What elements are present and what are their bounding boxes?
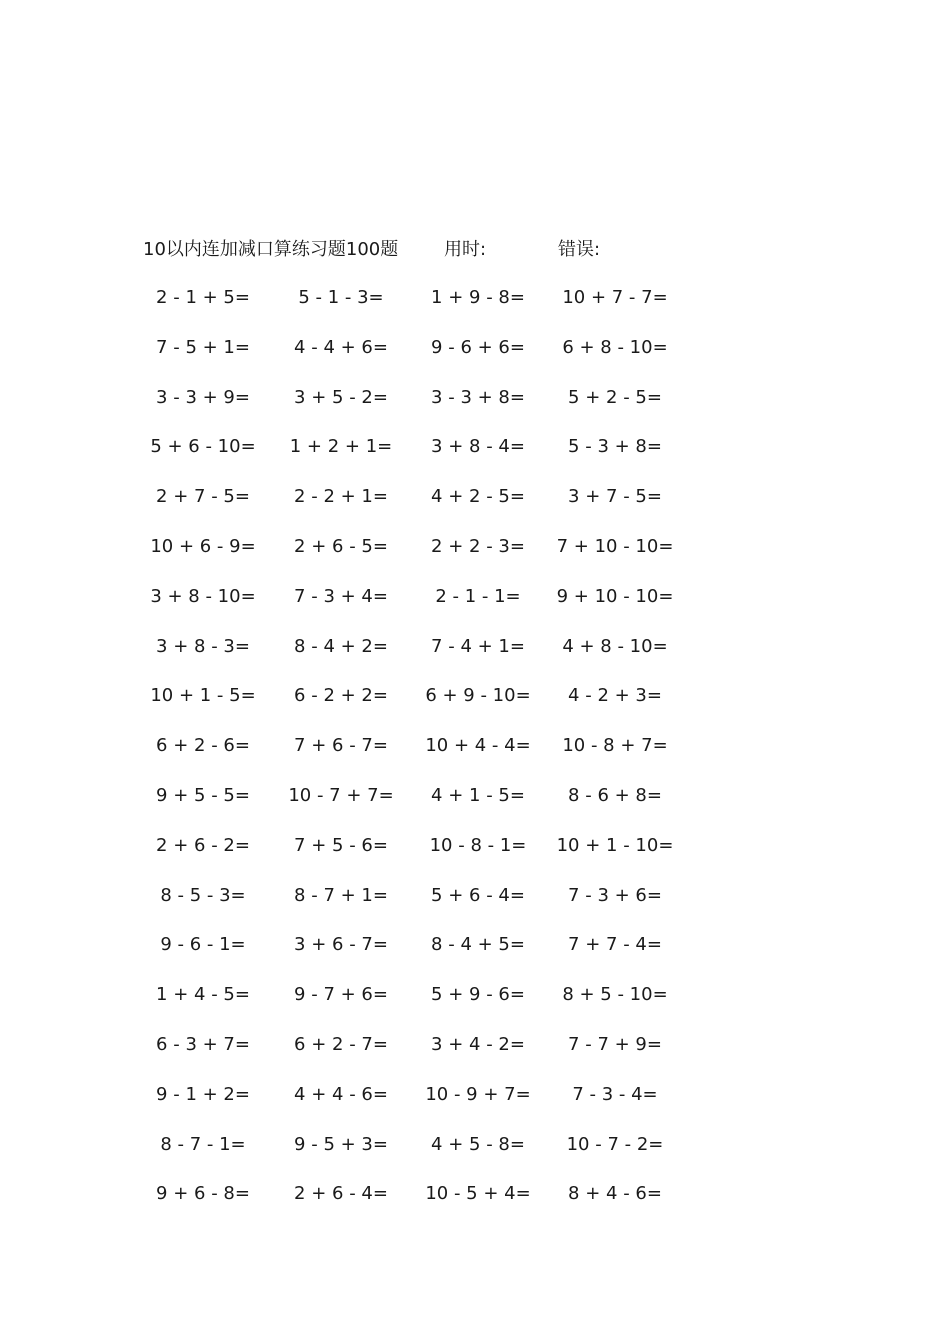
- problem-item: 8 + 5 - 10=: [562, 984, 668, 1006]
- problem-row: [130, 983, 690, 1033]
- problem-item: 8 - 5 - 3=: [160, 884, 246, 906]
- problem-item: 6 + 9 - 10=: [425, 685, 531, 707]
- problem-row: [130, 834, 690, 884]
- problem-item: 2 + 6 - 5=: [294, 535, 388, 557]
- problem-item: 2 - 2 + 1=: [294, 486, 388, 508]
- problem-item: 5 + 6 - 4=: [431, 884, 525, 906]
- problem-item: 8 - 7 + 1=: [294, 884, 388, 906]
- problem-item: 7 - 5 + 1=: [156, 336, 250, 358]
- problem-item: 10 + 7 - 7=: [562, 287, 668, 308]
- problem-item: 10 + 4 - 4=: [425, 735, 531, 757]
- problem-item: 9 - 6 + 6=: [431, 336, 525, 358]
- problem-item: 2 - 1 + 5=: [156, 287, 250, 308]
- problem-item: 2 + 7 - 5=: [156, 486, 250, 508]
- time-label: 用时:: [444, 239, 487, 260]
- problem-item: 4 - 2 + 3=: [568, 685, 662, 707]
- problem-item: 7 - 3 + 4=: [294, 585, 388, 607]
- problem-item: 8 - 6 + 8=: [568, 784, 662, 806]
- problem-item: 5 - 1 - 3=: [298, 287, 384, 308]
- problem-item: 3 - 3 + 9=: [156, 386, 250, 408]
- problem-item: 10 - 7 - 2=: [566, 1133, 664, 1155]
- worksheet-title: 10以内连加减口算练习题100题: [143, 239, 399, 260]
- problem-row: [130, 1133, 690, 1183]
- problem-row: [130, 635, 690, 685]
- problem-item: 5 + 6 - 10=: [150, 436, 256, 458]
- problem-item: 8 + 4 - 6=: [568, 1183, 662, 1205]
- problem-row: [130, 1182, 690, 1232]
- problem-item: 10 - 7 + 7=: [288, 784, 394, 806]
- problem-item: 1 + 9 - 8=: [431, 287, 525, 308]
- problem-item: 5 - 3 + 8=: [568, 436, 662, 458]
- problem-grid: [130, 286, 690, 1232]
- problem-item: 6 + 8 - 10=: [562, 336, 668, 358]
- problem-item: 10 - 5 + 4=: [425, 1183, 531, 1205]
- problem-row: [130, 784, 690, 834]
- problem-item: 7 - 3 + 6=: [568, 884, 662, 906]
- problem-item: 3 - 3 + 8=: [431, 386, 525, 408]
- problem-item: 7 + 5 - 6=: [294, 834, 388, 856]
- problem-item: 9 + 6 - 8=: [156, 1183, 250, 1205]
- problem-item: 10 - 8 - 1=: [429, 834, 527, 856]
- problem-row: [130, 485, 690, 535]
- problem-item: 7 - 7 + 9=: [568, 1033, 662, 1055]
- problem-item: 4 + 1 - 5=: [431, 784, 525, 806]
- problem-item: 4 + 2 - 5=: [431, 486, 525, 508]
- problem-item: 9 - 6 - 1=: [160, 934, 246, 956]
- problem-item: 2 + 6 - 2=: [156, 834, 250, 856]
- problem-item: 4 + 8 - 10=: [562, 635, 668, 657]
- problem-item: 7 + 10 - 10=: [556, 535, 674, 557]
- problem-item: 3 + 8 - 3=: [156, 635, 250, 657]
- problem-item: 10 + 1 - 5=: [150, 685, 256, 707]
- problem-item: 3 + 8 - 10=: [150, 585, 256, 607]
- problem-item: 10 + 1 - 10=: [556, 834, 674, 856]
- problem-item: 8 - 4 + 5=: [431, 934, 525, 956]
- problem-item: 8 - 4 + 2=: [294, 635, 388, 657]
- problem-item: 6 - 3 + 7=: [156, 1033, 250, 1055]
- problem-row: [130, 386, 690, 436]
- problem-row: [130, 734, 690, 784]
- problem-item: 8 - 7 - 1=: [160, 1133, 246, 1155]
- problem-row: [130, 336, 690, 386]
- problem-row: [130, 535, 690, 585]
- problem-row: [130, 286, 690, 336]
- error-label: 错误:: [558, 239, 601, 260]
- problem-row: [130, 884, 690, 934]
- problem-row: [130, 933, 690, 983]
- problem-item: 5 + 9 - 6=: [431, 984, 525, 1006]
- problem-item: 7 + 6 - 7=: [294, 735, 388, 757]
- problem-item: 10 - 9 + 7=: [425, 1083, 531, 1105]
- problem-item: 9 - 1 + 2=: [156, 1083, 250, 1105]
- problem-item: 1 + 4 - 5=: [156, 984, 250, 1006]
- problem-item: 9 - 7 + 6=: [294, 984, 388, 1006]
- problem-item: 2 + 6 - 4=: [294, 1183, 388, 1205]
- problem-item: 9 + 10 - 10=: [556, 585, 674, 607]
- problem-item: 7 + 7 - 4=: [568, 934, 662, 956]
- problem-item: 9 + 5 - 5=: [156, 784, 250, 806]
- problem-item: 10 - 8 + 7=: [562, 735, 668, 757]
- problem-item: 4 + 4 - 6=: [294, 1083, 388, 1105]
- problem-item: 4 - 4 + 6=: [294, 336, 388, 358]
- problem-item: 2 - 1 - 1=: [435, 585, 521, 607]
- problem-item: 4 + 5 - 8=: [431, 1133, 525, 1155]
- problem-item: 3 + 4 - 2=: [431, 1033, 525, 1055]
- problem-item: 10 + 6 - 9=: [150, 535, 256, 557]
- problem-row: [130, 1083, 690, 1133]
- problem-item: 7 - 3 - 4=: [572, 1083, 658, 1105]
- problem-item: 6 - 2 + 2=: [294, 685, 388, 707]
- problem-item: 1 + 2 + 1=: [289, 436, 393, 458]
- problem-item: 6 + 2 - 6=: [156, 735, 250, 757]
- problem-item: 7 - 4 + 1=: [431, 635, 525, 657]
- problem-item: 3 + 7 - 5=: [568, 486, 662, 508]
- problem-item: 9 - 5 + 3=: [294, 1133, 388, 1155]
- problem-item: 3 + 8 - 4=: [431, 436, 525, 458]
- problem-row: [130, 435, 690, 485]
- problem-item: 3 + 6 - 7=: [294, 934, 388, 956]
- problem-item: 5 + 2 - 5=: [568, 386, 662, 408]
- problem-item: 2 + 2 - 3=: [431, 535, 525, 557]
- problem-row: [130, 1033, 690, 1083]
- problem-item: 6 + 2 - 7=: [294, 1033, 388, 1055]
- problem-row: [130, 585, 690, 635]
- problem-item: 3 + 5 - 2=: [294, 386, 388, 408]
- problem-row: [130, 684, 690, 734]
